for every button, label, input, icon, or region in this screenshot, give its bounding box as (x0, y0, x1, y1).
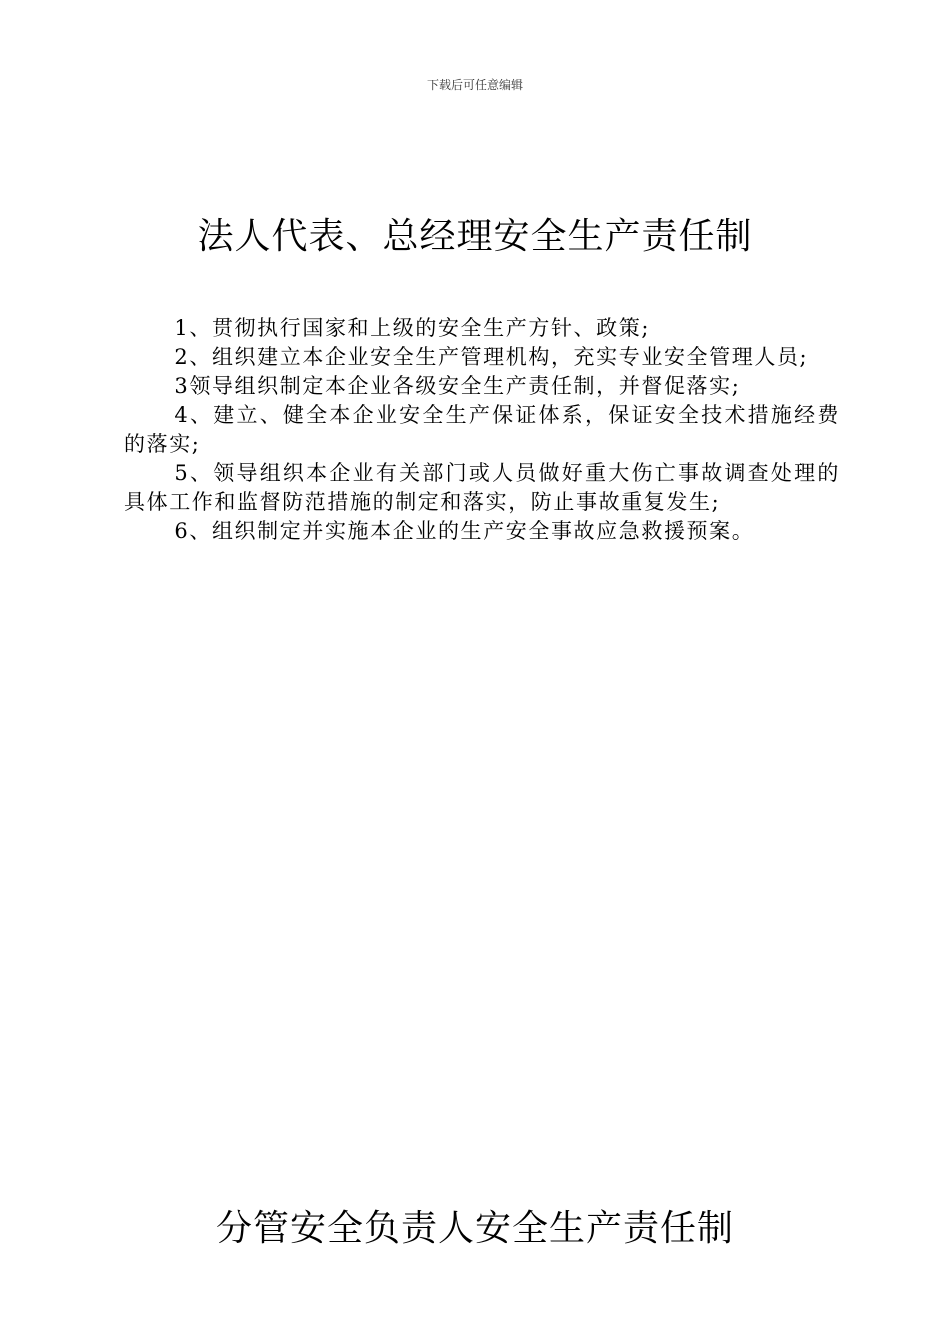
clause-item-2: 2、组织建立本企业安全生产管理机构，充实专业安全管理人员; (174, 345, 809, 369)
clause-item-4: 4、建立、健全本企业安全生产保证体系，保证安全技术措施经费的落实; (124, 403, 840, 456)
section-title-legal-representative: 法人代表、总经理安全生产责任制 (197, 216, 753, 257)
page-header-note: 下载后可任意编辑 (426, 78, 523, 92)
clause-item-6: 6、组织制定并实施本企业的生产安全事故应急救援预案。 (174, 519, 755, 543)
section-title-safety-manager: 分管安全负责人安全生产责任制 (215, 1208, 734, 1249)
responsibility-clauses (124, 314, 840, 546)
clause-item-3: 3领导组织制定本企业各级安全生产责任制，并督促落实; (174, 374, 741, 398)
clause-item-1: 1、贯彻执行国家和上级的安全生产方针、政策; (174, 316, 651, 340)
clause-item-5: 5、领导组织本企业有关部门或人员做好重大伤亡事故调查处理的具体工作和监督防范措施的制定和落实，防止事故重复发生; (124, 461, 840, 514)
